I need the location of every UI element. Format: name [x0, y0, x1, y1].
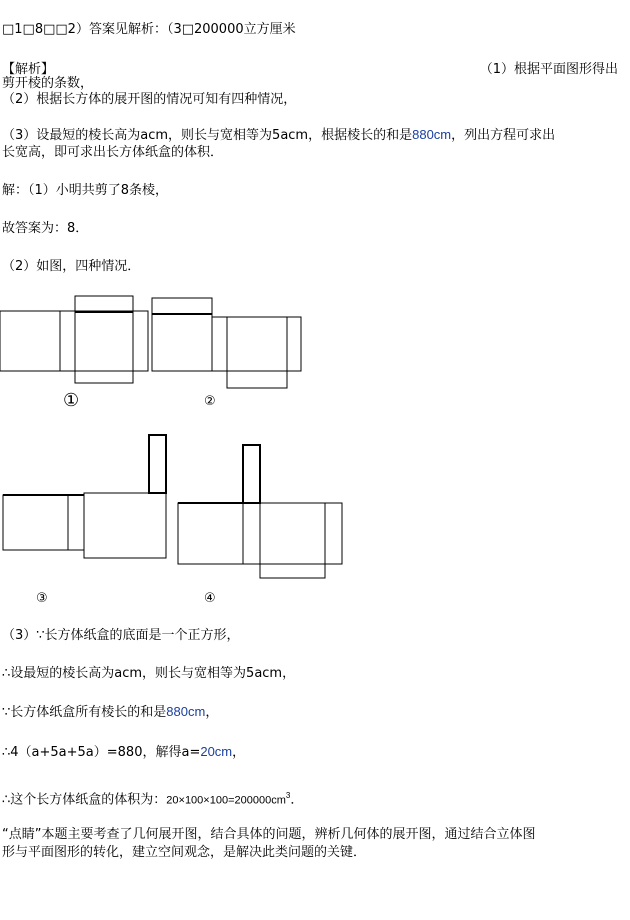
analysis-p2: （2）根据长方体的展开图的情况可知有四种情况， [2, 92, 297, 107]
solution-step-7 [2, 744, 245, 761]
solution-step-7-text: ∴4（a+5a+5a）=880，解得a= [2, 745, 201, 760]
solution-step-8-text: ∴这个长方体纸盒的体积为： [2, 792, 167, 808]
answer-header: □1□8□□2）答案见解析：（3□200000立方厘米 [2, 22, 296, 37]
figure-label-4: ④ [204, 591, 216, 606]
volume-unit-exponent: 3 [285, 791, 291, 800]
analysis-p3 [2, 127, 555, 144]
solution-step-8-end: ． [290, 792, 304, 808]
solution-step-7-value: 20cm [200, 744, 233, 759]
net-figure-3 [3, 435, 166, 558]
solution-step-4: （3）∵长方体纸盒的底面是一个正方形， [2, 628, 240, 643]
comment-line-1: “点睛”本题主要考查了几何展开图，结合具体的问题，辨析几何体的展开图，通过结合立体图 [2, 827, 536, 842]
figure-label-2: ② [204, 394, 216, 409]
net-figures-top [0, 290, 630, 710]
analysis-p3-text-b: ，列出方程可求出 [451, 128, 556, 143]
solution-answer-1: 故答案为：8． [2, 221, 89, 236]
solution-step-1: 解：（1）小明共剪了8条棱， [2, 183, 169, 198]
volume-expression: 20×100×100=200000cm [166, 794, 286, 807]
figure-label-1: ① [63, 390, 80, 411]
net-figure-2 [152, 298, 301, 388]
analysis-p1-cont: 剪开棱的条数， [2, 76, 94, 91]
net-figure-4 [178, 445, 342, 578]
solution-step-5: ∴设最短的棱长高为acm，则长与宽相等为5acm， [2, 666, 296, 681]
comment-line-2: 形与平面图形的转化，建立空间观念，是解决此类问题的关键． [2, 845, 367, 860]
solution-step-6 [2, 704, 218, 721]
analysis-p3-text-a: （3）设最短的棱长高为acm，则长与宽相等为5acm，根据棱长的和是 [2, 128, 413, 143]
solution-step-6-value: 880cm [166, 704, 206, 719]
solution-step-6-end: ， [205, 705, 219, 720]
solution-step-8 [2, 788, 303, 808]
edge-sum-value: 880cm [412, 127, 452, 142]
net-figure-1 [0, 296, 148, 383]
figure-label-3: ③ [36, 591, 48, 606]
analysis-p3-cont: 长宽高，即可求出长方体纸盒的体积． [2, 145, 224, 160]
analysis-tag: 【解析】 [2, 62, 55, 77]
solution-step-7-end: ， [232, 745, 246, 760]
solution-step-2: （2）如图，四种情况． [2, 259, 141, 274]
analysis-p1-right: （1）根据平面图形得出 [479, 62, 618, 77]
solution-step-6-text: ∵长方体纸盒所有棱长的和是 [2, 705, 167, 720]
